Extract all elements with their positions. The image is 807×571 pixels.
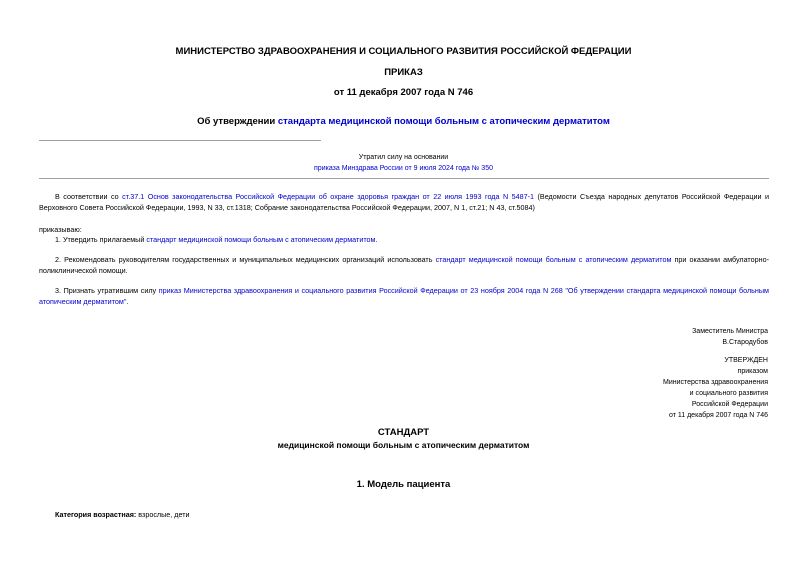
item1-post: . — [375, 235, 378, 244]
signature-position: Заместитель Министра — [692, 328, 768, 335]
order-item-2 — [39, 254, 769, 276]
para1-pre: В соответствии со — [55, 192, 123, 201]
order-item-3 — [39, 285, 769, 307]
section-patient-model: 1. Модель пациента — [356, 479, 451, 490]
age-category-label: Категория возрастная: — [55, 510, 137, 519]
approval-l2: приказом — [737, 368, 768, 375]
paragraph-legal-basis — [39, 191, 769, 213]
order-date-number: от 11 декабря 2007 года N 746 — [333, 87, 474, 98]
item2-pre: 2. Рекомендовать руководителям государственных и муниципальных медицинских организаций использовать — [55, 255, 436, 264]
item3-pre: 3. Признать утратившим силу — [55, 286, 159, 295]
approval-l3: Министерства здравоохранения — [663, 379, 768, 386]
order-word: приказываю: — [39, 225, 82, 234]
age-category-value: взрослые, дети — [136, 510, 190, 519]
repeal-notice — [0, 152, 807, 174]
approval-block — [663, 355, 768, 421]
order-item-1 — [39, 234, 769, 245]
order-title-link[interactable]: стандарта медицинской помощи больным с атопическим дерматитом — [277, 116, 610, 127]
repeal-notice-text: Утратил силу на основании — [358, 154, 449, 161]
item3-link[interactable]: приказ Министерства здравоохранения и социального развития Российской Федерации от 23 ноября 2004 года N 268 "Об утверждении стандарта медицинской помощи больным атопическим дерматитом" — [39, 286, 769, 306]
order-title-prefix: Об утверждении — [197, 116, 278, 127]
divider-short — [39, 140, 321, 141]
ministry-heading: МИНИСТЕРСТВО ЗДРАВООХРАНЕНИЯ И СОЦИАЛЬНОГО РАЗВИТИЯ РОССИЙСКОЙ ФЕДЕРАЦИИ — [175, 46, 632, 57]
signature-block — [692, 326, 768, 348]
doc-type: ПРИКАЗ — [384, 67, 423, 78]
item1-link[interactable]: стандарт медицинской помощи больным с атопическим дерматитом — [146, 235, 376, 244]
standard-title: СТАНДАРТ — [377, 427, 430, 438]
item2-post: при оказании амбулаторно-поликлинической помощи. — [39, 255, 769, 275]
approval-l1: УТВЕРЖДЕН — [724, 357, 768, 364]
order-title — [0, 116, 807, 127]
para1-post: (Ведомости Съезда народных депутатов Российской Федерации и Верховного Совета Российской Федерации, 1993, N 33, ст.1318; Собрание законодательства Российской Федерации, 2007, N 1, ст.21; N 43, ст.5084) — [39, 192, 769, 212]
approval-l6: от 11 декабря 2007 года N 746 — [668, 412, 768, 419]
item3-post: . — [126, 297, 129, 306]
age-category — [55, 510, 190, 519]
para1-link[interactable]: ст.37.1 Основ законодательства Российской Федерации об охране здоровья граждан от 22 июля 1993 года N 5487-1 — [122, 192, 535, 201]
signature-name: В.Стародубов — [722, 339, 768, 346]
standard-subtitle: медицинской помощи больным с атопическим дерматитом — [277, 440, 530, 450]
repeal-notice-link[interactable]: приказа Минздрава России от 9 июля 2024 года № 350 — [314, 165, 493, 172]
approval-l4: и социального развития — [689, 390, 768, 397]
divider-long — [39, 178, 769, 179]
item1-pre: 1. Утвердить прилагаемый — [55, 235, 147, 244]
item2-link[interactable]: стандарт медицинской помощи больным с атопическим дерматитом — [435, 255, 672, 264]
approval-l5: Российской Федерации — [691, 401, 768, 408]
